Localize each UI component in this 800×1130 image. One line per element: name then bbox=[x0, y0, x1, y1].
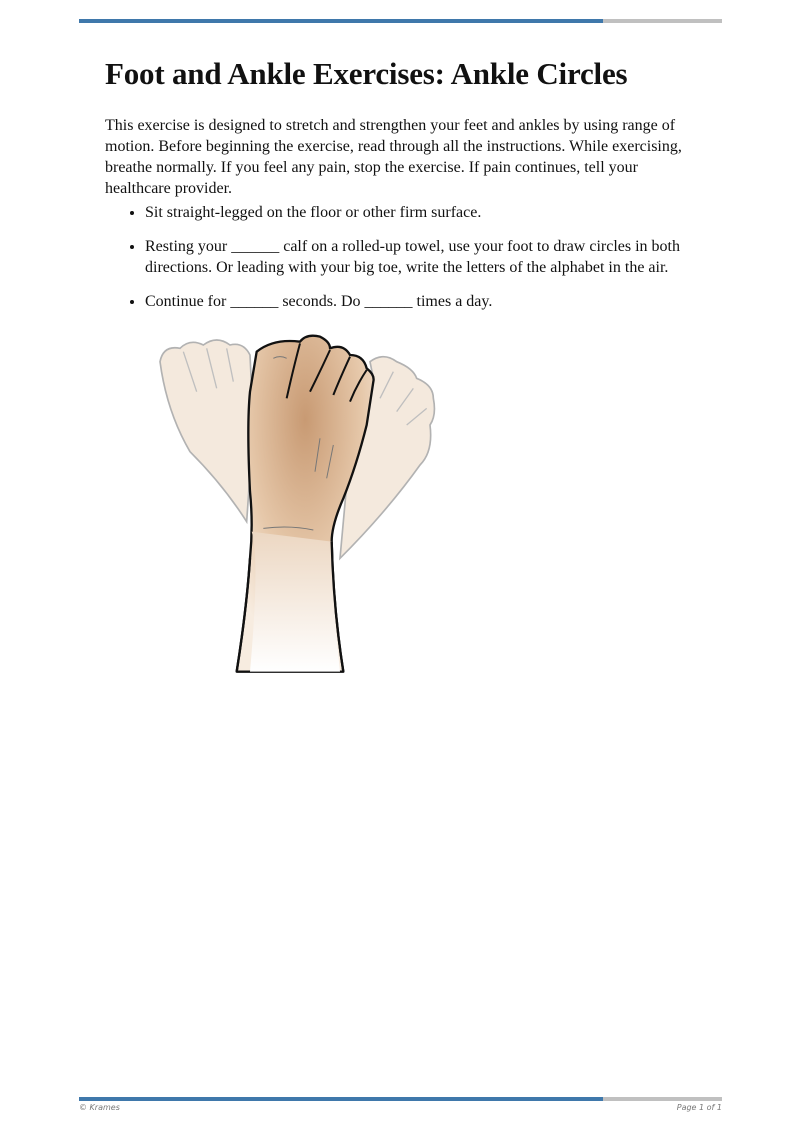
foot-ankle-circles-illustration bbox=[140, 325, 450, 675]
ghost-foot-left bbox=[160, 340, 253, 522]
footer-progress-fill bbox=[79, 1097, 603, 1101]
intro-paragraph: This exercise is designed to stretch and strengthen your feet and ankles by using range of motion. Before beginning the exercise, read through all the instructions. While exercising, breathe normally. If you feel any pain, stop the exercise. If pain continues, tell your healthcare provider. bbox=[105, 117, 682, 197]
header-progress-fill bbox=[79, 19, 603, 23]
list-item: • Continue for ______ seconds. Do ______ times a day. bbox=[145, 291, 705, 312]
page-title: Foot and Ankle Exercises: Ankle Circles bbox=[105, 56, 628, 91]
steps-list bbox=[105, 202, 705, 325]
footer-copyright: © Krames bbox=[79, 1103, 120, 1112]
footer-progress-bar bbox=[79, 1097, 722, 1101]
footer-page-number: Page 1 of 1 bbox=[676, 1103, 722, 1112]
list-item: • Resting your ______ calf on a rolled-up towel, use your foot to draw circles in both directions. Or leading with your big toe, write the letters of the alphabet in the air. bbox=[145, 236, 705, 278]
list-item: • Sit straight-legged on the floor or other firm surface. bbox=[145, 202, 705, 223]
header-progress-bar bbox=[79, 19, 722, 23]
